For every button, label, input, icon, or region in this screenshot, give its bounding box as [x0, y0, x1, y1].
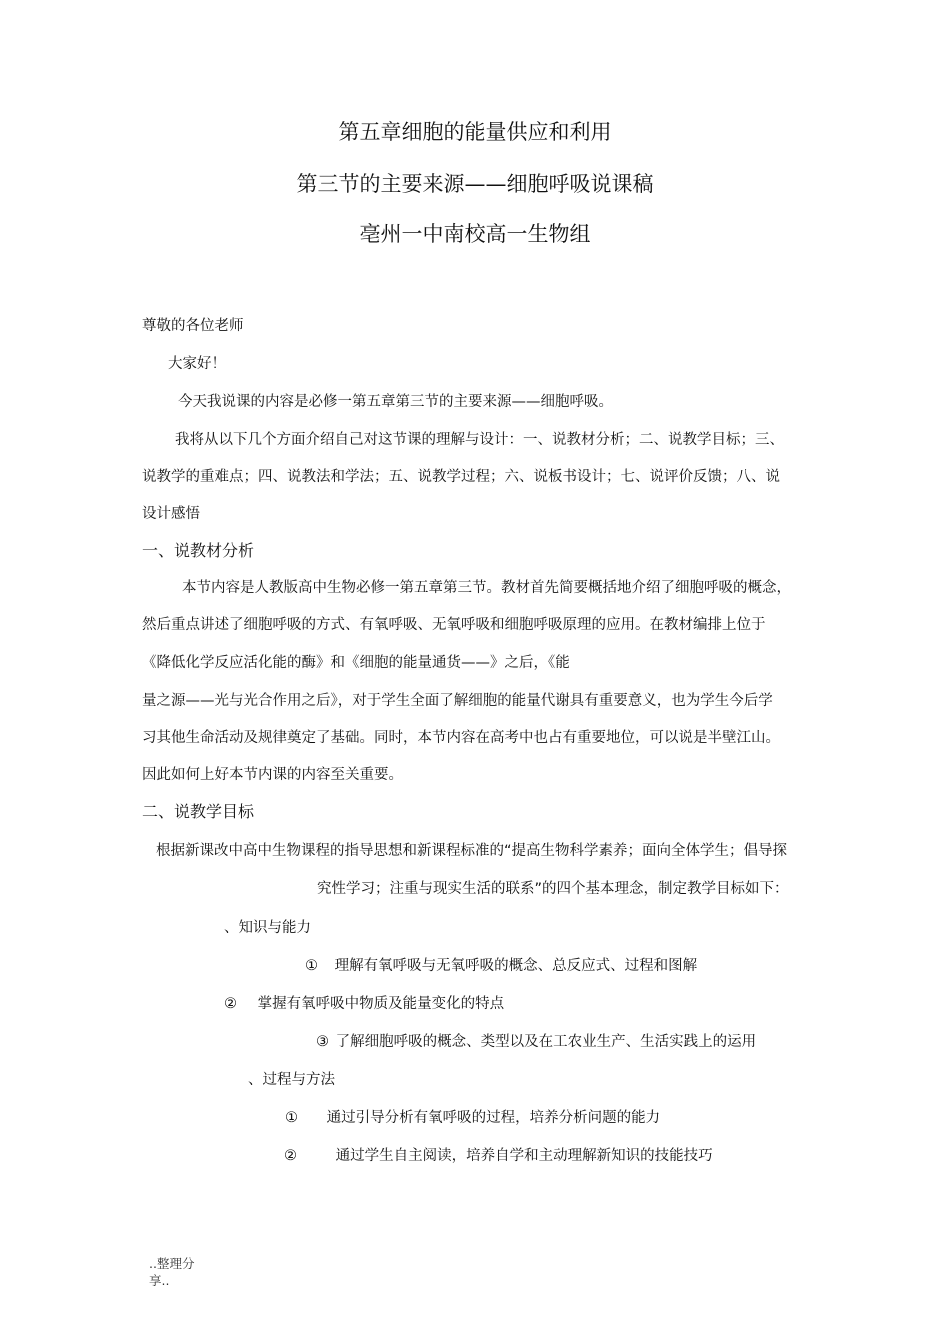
outline-paragraph-line: 说教学的重难点；四、说教法和学法；五、说教学过程；六、说板书设计；七、说评价反馈；八、说 — [142, 469, 780, 485]
knowledge-ability-label: 、知识与能力 — [224, 920, 311, 936]
list-marker: ③ — [316, 1034, 329, 1050]
materials-paragraph-line: 本节内容是人教版高中生物必修一第五章第三节。教材首先简要概括地介绍了细胞呼吸的概念， — [182, 580, 791, 596]
list-marker: ② — [224, 996, 237, 1012]
list-item — [284, 1146, 713, 1166]
objectives-paragraph-line: 究性学习；注重与现实生活的联系”的四个基本理念，制定教学目标如下： — [317, 881, 789, 897]
list-marker: ② — [284, 1148, 297, 1164]
author-line: 亳州一中南校高一生物组 — [359, 222, 591, 246]
process-method-label: 、过程与方法 — [248, 1072, 335, 1088]
section-title: 第三节的主要来源——细胞呼吸说课稿 — [296, 172, 654, 196]
section-heading-objectives: 二、说教学目标 — [142, 802, 255, 821]
list-item-text: 理解有氧呼吸与无氧呼吸的概念、总反应式、过程和图解 — [334, 958, 698, 974]
materials-paragraph-line: 《降低化学反应活化能的酶》和《细胞的能量通货——》之后，《能 — [142, 655, 570, 671]
footer-line: ..整理分 — [149, 1256, 195, 1271]
materials-paragraph-line: 量之源——光与光合作用之后》，对于学生全面了解细胞的能量代谢具有重要意义，也为学生今后学 — [142, 693, 773, 709]
list-item-text: 通过学生自主阅读，培养自学和主动理解新知识的技能技巧 — [335, 1148, 713, 1164]
materials-paragraph-line: 习其他生命活动及规律奠定了基础。同时，本节内容在高考中也占有重要地位，可以说是半壁江山。 — [142, 730, 780, 746]
list-item-text: 掌握有氧呼吸中物质及能量变化的特点 — [257, 996, 505, 1012]
list-item — [224, 994, 504, 1014]
chapter-title: 第五章细胞的能量供应和利用 — [338, 120, 612, 144]
topic-paragraph: 今天我说课的内容是必修一第五章第三节的主要来源——细胞呼吸。 — [178, 394, 613, 410]
footer-line: 享.. — [149, 1273, 170, 1288]
list-item — [316, 1032, 756, 1052]
outline-paragraph-line: 我将从以下几个方面介绍自己对这节课的理解与设计：一、说教材分析；二、说教学目标；三、 — [175, 432, 784, 448]
materials-paragraph-line: 然后重点讲述了细胞呼吸的方式、有氧呼吸、无氧呼吸和细胞呼吸原理的应用。在教材编排上位于 — [142, 617, 766, 633]
objectives-paragraph-line: 根据新课改中高中生物课程的指导思想和新课程标准的“提高生物科学素养；面向全体学生；倡导探 — [156, 843, 788, 859]
outline-paragraph-line: 设计感悟 — [142, 506, 200, 522]
list-item-text: 通过引导分析有氧呼吸的过程，培养分析问题的能力 — [326, 1110, 661, 1126]
list-marker: ① — [285, 1110, 298, 1126]
list-item — [305, 956, 697, 976]
list-item-text: 了解细胞呼吸的概念、类型以及在工农业生产、生活实践上的运用 — [335, 1034, 757, 1050]
section-heading-materials: 一、说教材分析 — [142, 541, 255, 560]
materials-paragraph-line: 因此如何上好本节内课的内容至关重要。 — [142, 767, 403, 783]
list-marker: ① — [305, 958, 318, 974]
salutation: 尊敬的各位老师 — [142, 318, 244, 334]
greeting: 大家好！ — [168, 356, 226, 372]
list-item — [285, 1108, 660, 1128]
